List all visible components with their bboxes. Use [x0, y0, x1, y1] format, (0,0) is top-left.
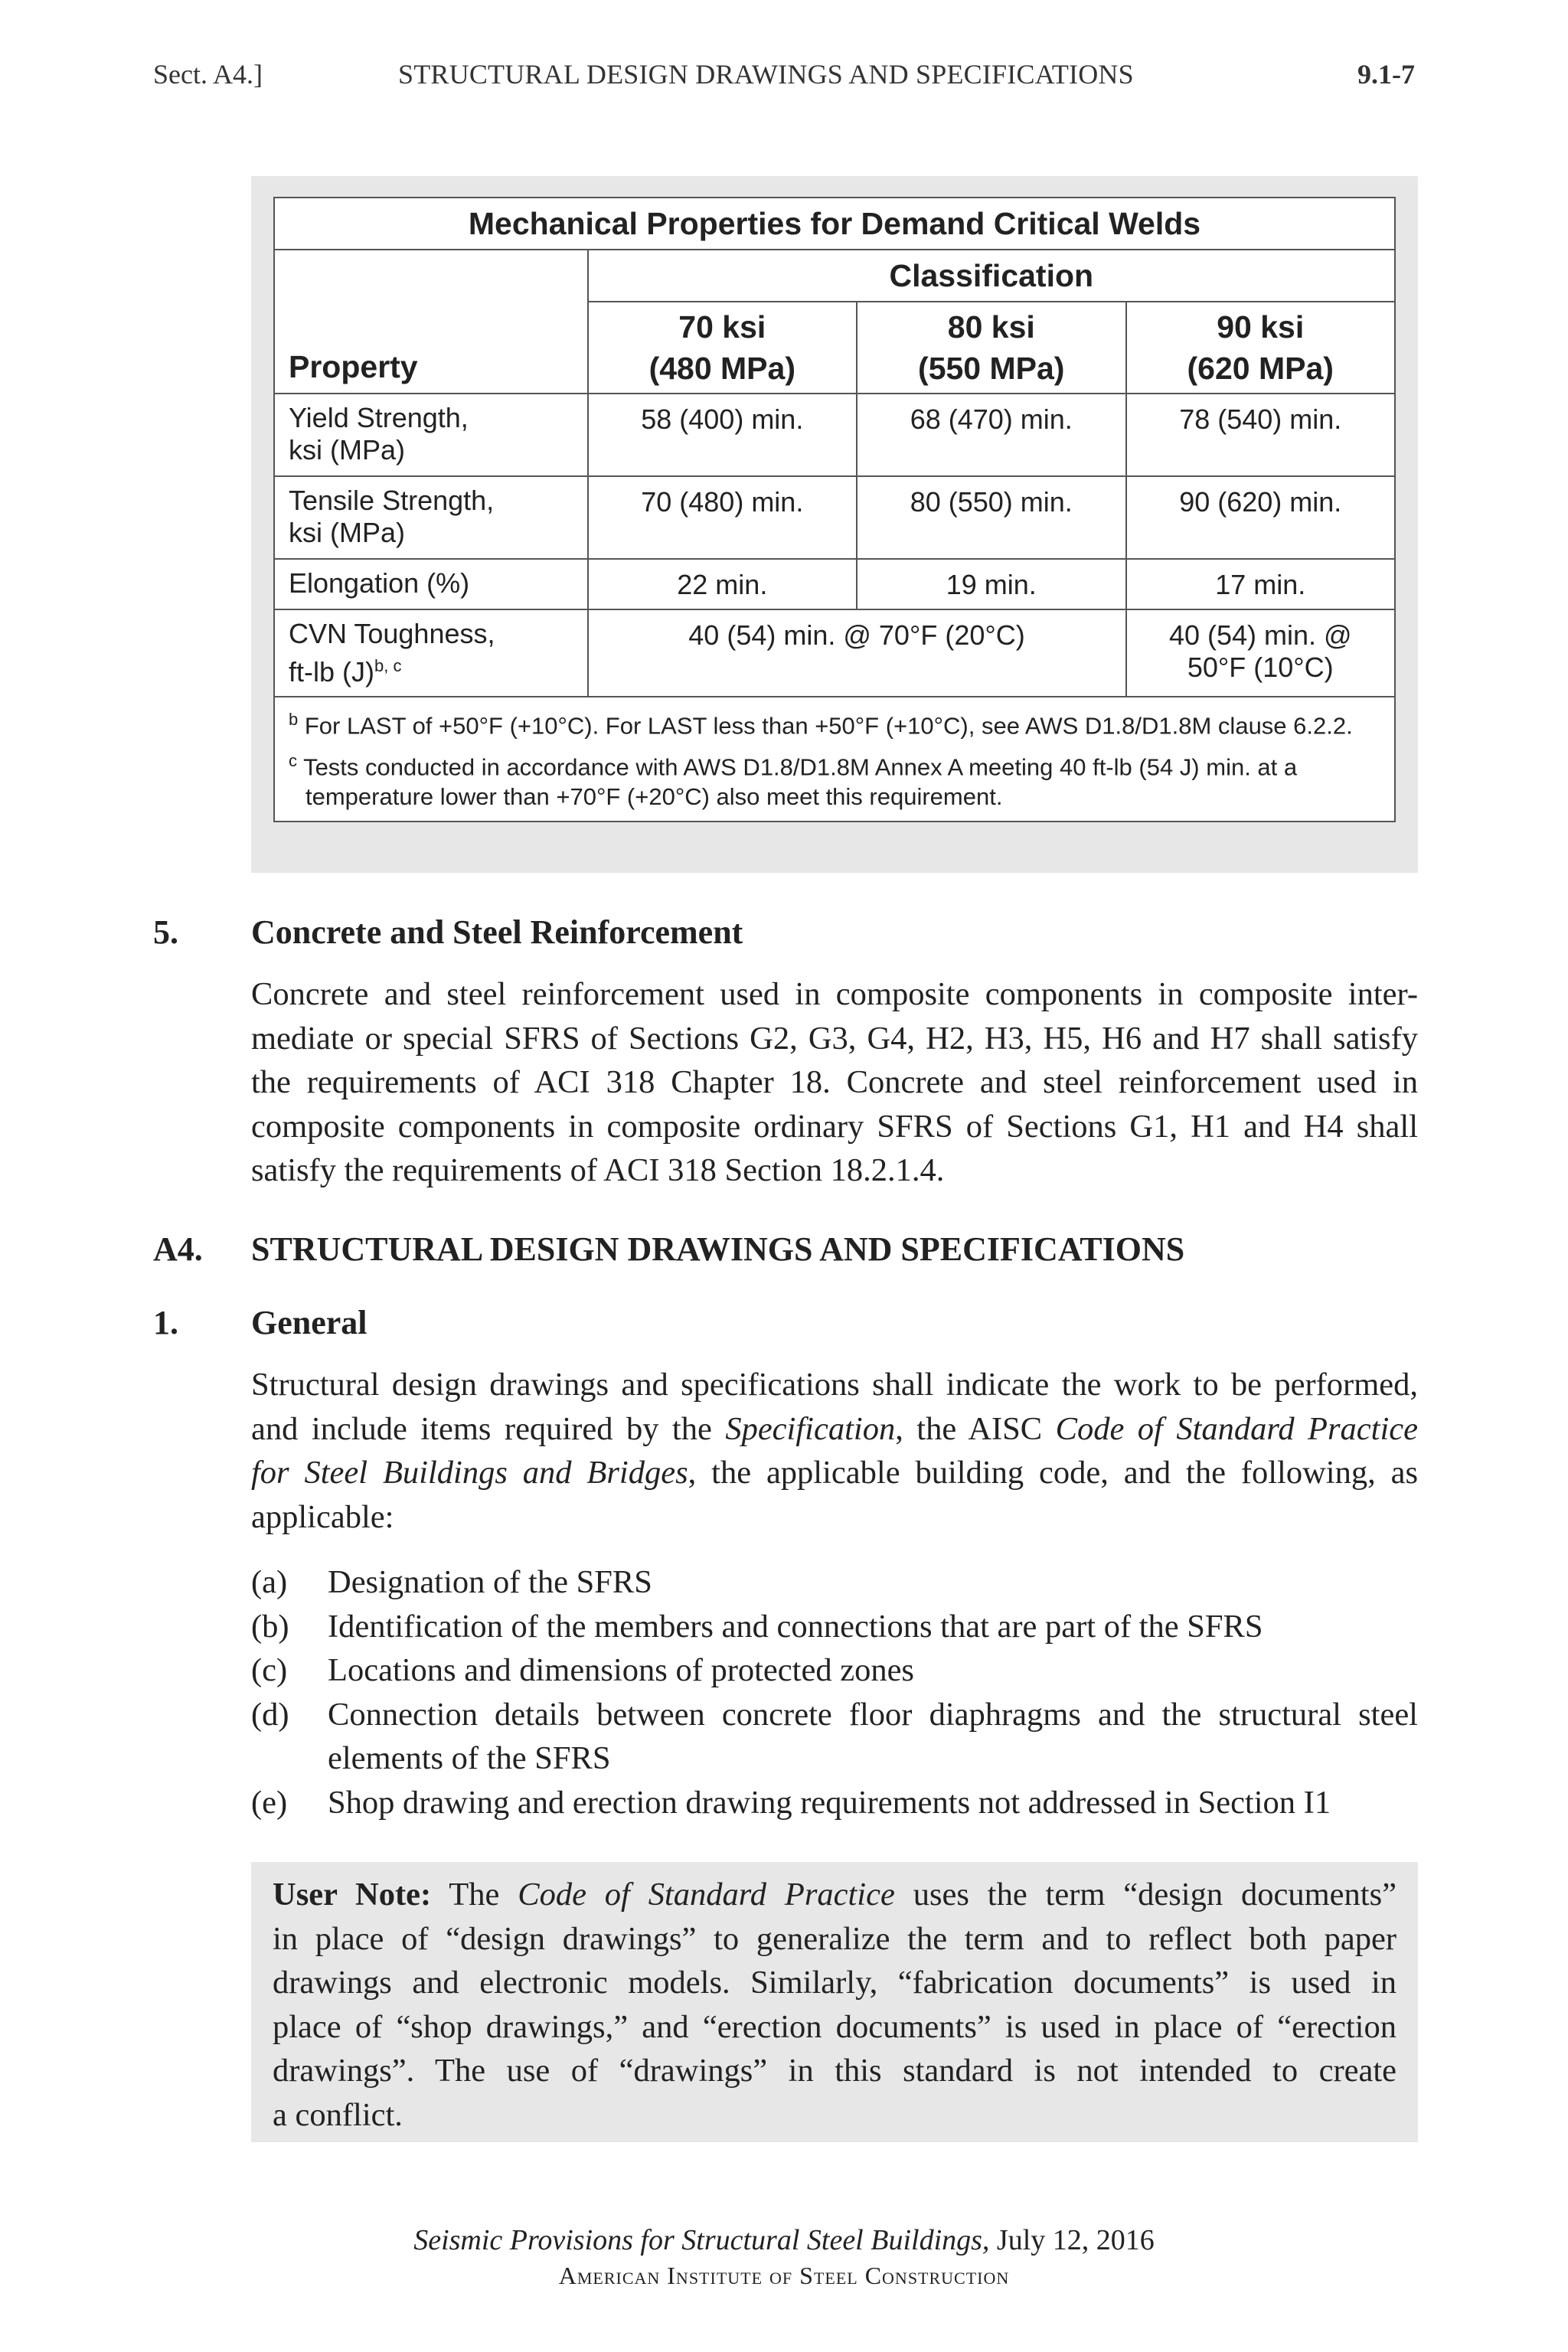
section5-paragraph: Concrete and steel reinforcement used in composite components in composite inter- mediate or special SFRS of Sections G2, G3, G4, H2, H3, H5, H6 and H7 shall satisfy the requirements of ACI 318 Chapter 18. Concrete and steel reinforcement used in composite components in composite ordinary SFRS of Sections G1, H1 and H4 shall satisfy the requirements of ACI 318 Section 18.2.1.4.	[251, 976, 1418, 1188]
section-title: STRUCTURAL DESIGN DRAWINGS AND SPECIFICATIONS	[251, 1230, 1185, 1268]
section-title: Concrete and Steel Reinforcement	[251, 913, 743, 951]
footer-publication: Seismic Provisions for Structural Steel Buildings, July 12, 2016	[413, 2224, 1155, 2256]
property-header: Property	[274, 250, 588, 394]
footnote-b: $^b$ For LAST of +50°F (+10°C). For LAST less than +50°F (+10°C), see AWS D1.8/D1.8M clause 6.2.2.	[289, 710, 1353, 740]
grade-80-header: 80 ksi (550 MPa)	[857, 302, 1125, 394]
table-title: Mechanical Properties for Demand Critical Welds	[274, 198, 1395, 250]
row-label-yield: Yield Strength, ksi (MPa)	[274, 394, 588, 476]
footer-organization: American Institute of Steel Construction	[558, 2262, 1010, 2289]
table-cell: 58 (400) min.	[588, 394, 857, 476]
table-cell: 78 (540) min.	[1126, 394, 1396, 476]
table-row	[274, 559, 1395, 609]
table-cell: 19 min.	[857, 559, 1125, 609]
section-number: A4.	[153, 1230, 203, 1268]
list-item: (b) Identification of the members and connections that are part of the SFRS	[251, 1608, 1263, 1645]
classification-header: Classification	[588, 250, 1395, 302]
table-footnotes	[274, 697, 1395, 822]
table-cell: 68 (470) min.	[857, 394, 1125, 476]
table-cell-merged: 40 (54) min. @ 70°F (20°C)	[588, 609, 1126, 697]
table-cell: 80 (550) min.	[857, 476, 1125, 559]
running-header-section: Sect. A4.]	[153, 59, 263, 90]
table-cell: 40 (54) min. @ 50°F (10°C)	[1126, 609, 1396, 697]
page-number: 9.1-7	[1357, 59, 1415, 90]
list-item: (d) Connection details between concrete floor diaphragms and the structural steel elements of the SFRS	[251, 1696, 1418, 1776]
requirements-list	[251, 1560, 1418, 1824]
table-row	[274, 394, 1395, 476]
row-label-elongation: Elongation (%)	[274, 559, 588, 609]
list-item: (c) Locations and dimensions of protected zones	[251, 1652, 914, 1688]
section-number: 5.	[153, 913, 178, 951]
table-cell: 22 min.	[588, 559, 857, 609]
running-header-title: STRUCTURAL DESIGN DRAWINGS AND SPECIFICATIONS	[398, 59, 1134, 90]
list-item: (a) Designation of the SFRS	[251, 1564, 652, 1600]
list-item: (e) Shop drawing and erection drawing requirements not addressed in Section I1	[251, 1784, 1331, 1821]
subsection-title: General	[251, 1304, 368, 1341]
mechanical-properties-table	[273, 197, 1396, 822]
table-row	[274, 609, 1395, 697]
subsection-number: 1.	[153, 1304, 178, 1341]
grade-90-header: 90 ksi (620 MPa)	[1126, 302, 1396, 394]
table-row	[274, 476, 1395, 559]
grade-70-header: 70 ksi (480 MPa)	[588, 302, 857, 394]
table-cell: 90 (620) min.	[1126, 476, 1396, 559]
table-cell: 17 min.	[1126, 559, 1396, 609]
footnote-c: $^c$ Tests conducted in accordance with AWS D1.8/D1.8M Annex A meeting 40 ft-lb (54 J) min. at a temperature lower than +70°F (+20°C) also meet this requirement.	[289, 751, 1298, 810]
row-label-cvn: CVN Toughness, ft-lb $(J)^{b, c}$	[274, 609, 588, 697]
table-cell: 70 (480) min.	[588, 476, 857, 559]
user-note-label: User Note:	[273, 1877, 432, 1913]
user-note-text: User Note: The Code of Standard Practice uses the term “design documents” in place of “design drawings” to generalize the term and to reflect both paper drawings and electronic models. Similarly, “fabrication documents” is used in place of “shop drawings,” and “erection documents” is used in place of “erection drawings”. The use of “drawings” in this standard is not intended to create a conflict.	[273, 1877, 1396, 2133]
row-label-tensile: Tensile Strength, ksi (MPa)	[274, 476, 588, 559]
general-paragraph: Structural design drawings and specifications shall indicate the work to be performed, and include items required by the Specification, the AISC Code of Standard Practice for Steel Buildings and Bridges, the applicable building code, and the following, as applicable:	[251, 1367, 1419, 1535]
